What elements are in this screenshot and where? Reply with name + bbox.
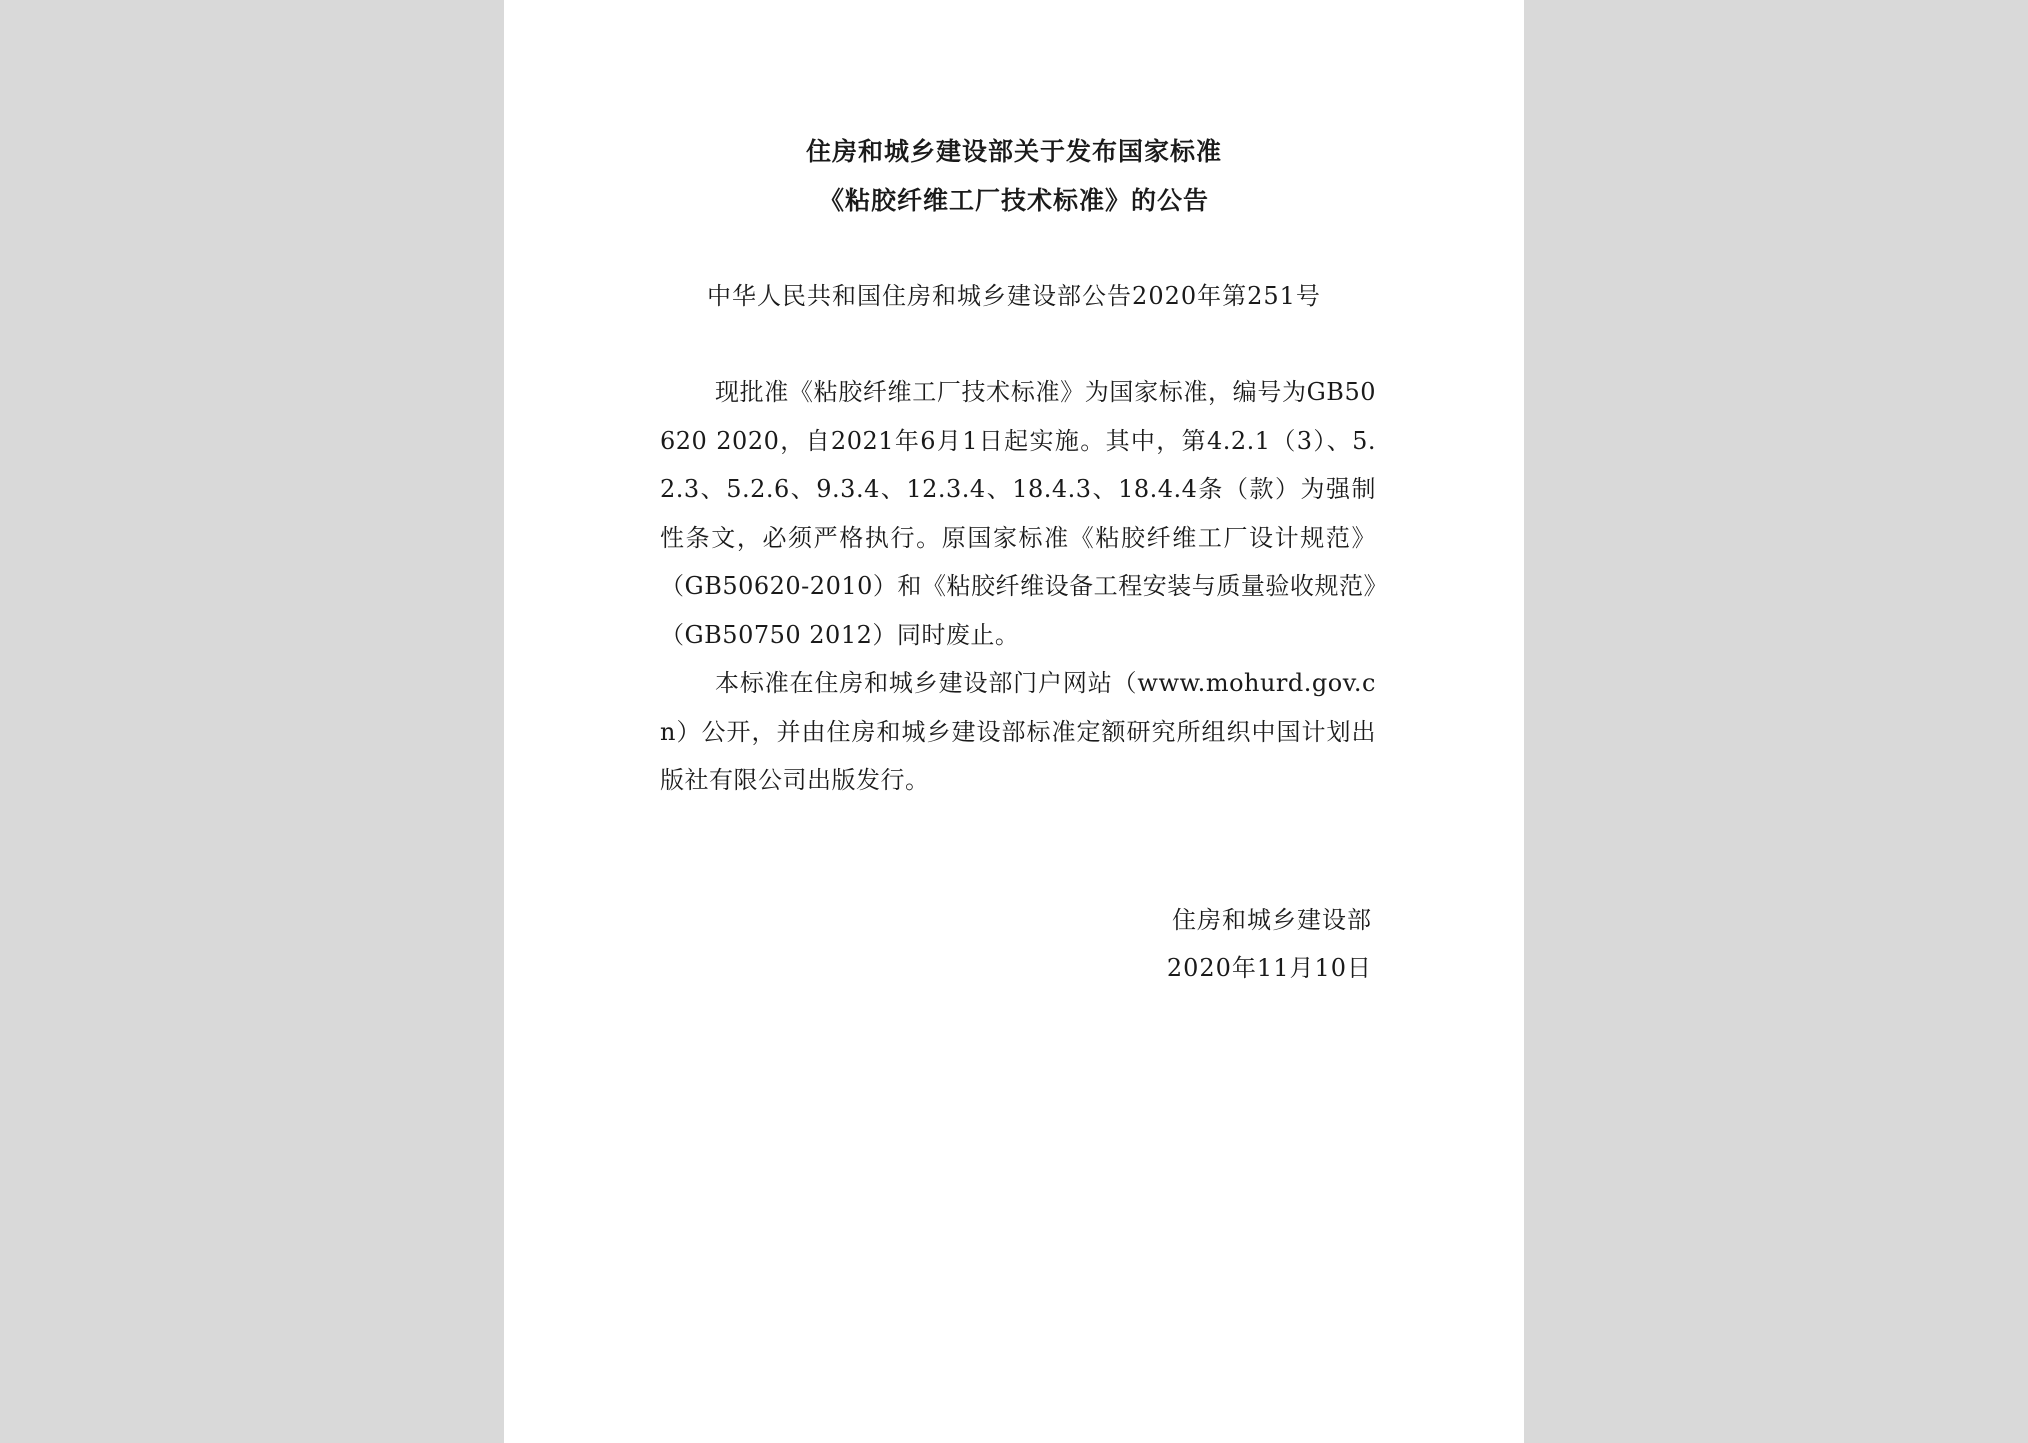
document-title-line2: 《粘胶纤维工厂技术标准》的公告 (818, 186, 1209, 215)
document-page (504, 0, 1524, 1443)
body-paragraph-2: 本标准在住房和城乡建设部门户网站（www.mohurd.gov.cn）公开，并由住房和城乡建设部标准定额研究所组织中国计划出版社有限公司出版发行。 (660, 669, 1376, 794)
signature-date: 2020年11月10日 (1166, 954, 1372, 982)
body-paragraph-1: 现批准《粘胶纤维工厂技术标准》为国家标准，编号为GB50620 2020，自2021年6月1日起实施。其中，第4.2.1（3）、5.2.3、5.2.6、9.3.4、12.3.4、18.4.3、18.4.4条（款）为强制性条文，必须严格执行。原国家标准《粘胶纤维工厂设计规范》（GB50620-2010）和《粘胶纤维设备工程安装与质量验收规范》（GB50750 2012）同时废止。 (660, 378, 1376, 649)
signature-organization: 住房和城乡建设部 (1172, 906, 1372, 934)
document-title-line1: 住房和城乡建设部关于发布国家标准 (805, 137, 1222, 166)
announcement-number: 中华人民共和国住房和城乡建设部公告2020年第251号 (707, 282, 1321, 310)
